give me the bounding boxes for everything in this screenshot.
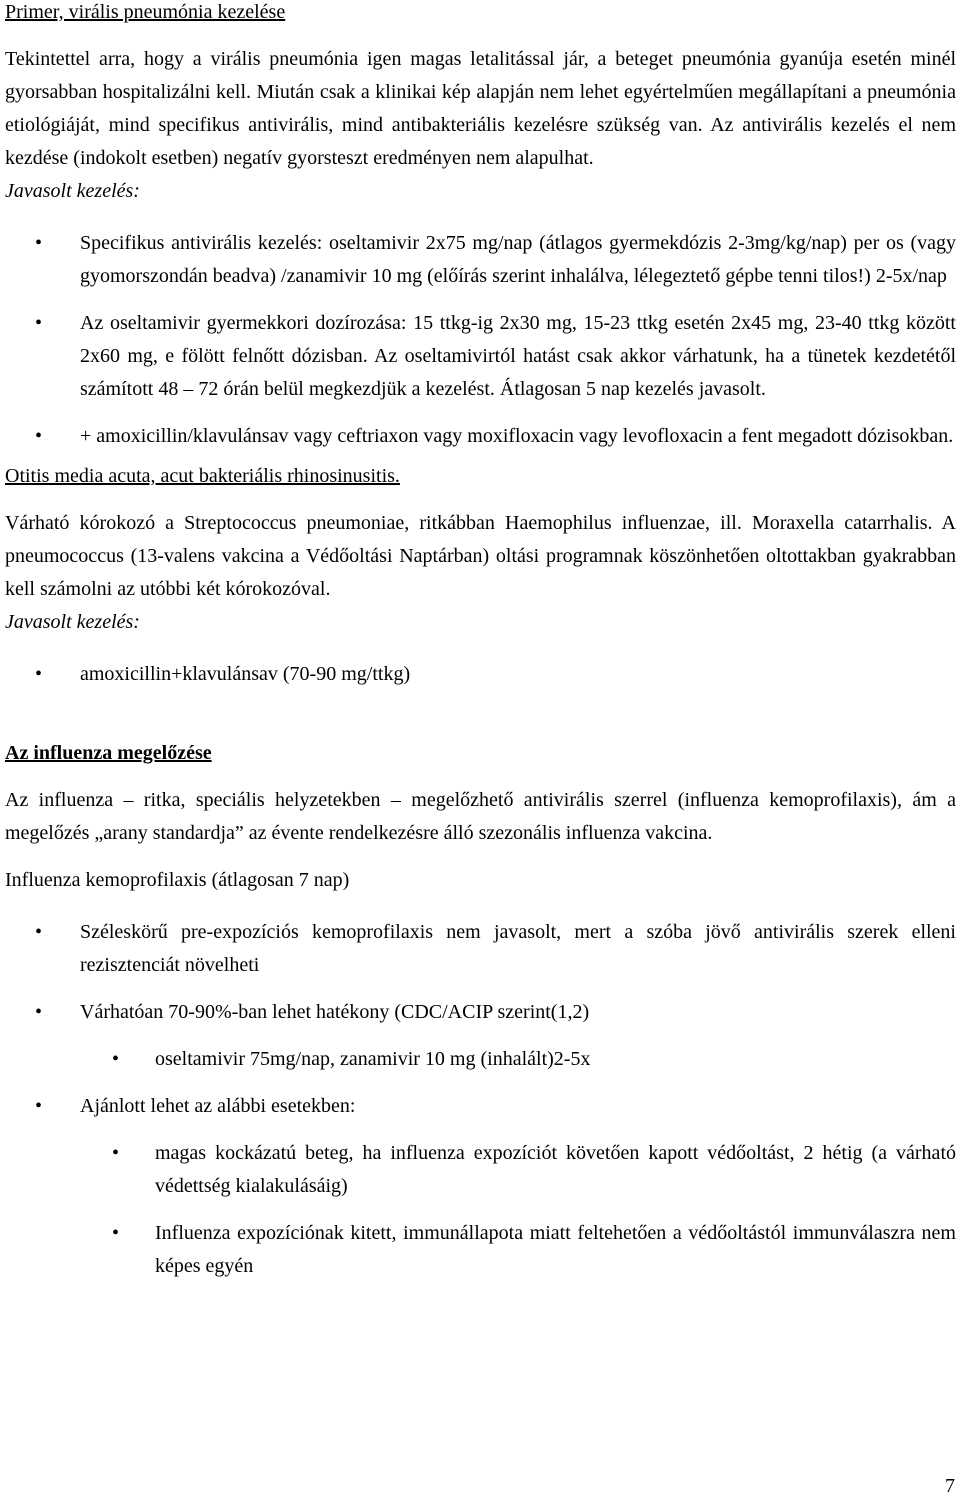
recommended-treatment-label: Javasolt kezelés:: [5, 611, 140, 633]
section-title-influenza-prevention: Az influenza megelőzése: [5, 742, 212, 764]
chemoprophylaxis-sublist: [5, 1043, 956, 1076]
recommended-cases-list: [5, 1137, 956, 1283]
list-item: • Influenza expozíciónak kitett, immunállapota miatt feltehetően a védőoltástól immunválaszra nem képes egyén: [5, 1217, 956, 1283]
list-item: • Ajánlott lehet az alábbi esetekben:: [5, 1090, 956, 1123]
chemoprophylaxis-list: [5, 916, 956, 1029]
list-item: • Várhatóan 70-90%-ban lehet hatékony (CDC/ACIP szerint(1,2): [5, 996, 956, 1029]
list-item: • oseltamivir 75mg/nap, zanamivir 10 mg (inhalált)2-5x: [5, 1043, 956, 1076]
page-number: 7: [945, 1475, 955, 1497]
chemoprophylaxis-list-cont: [5, 1090, 956, 1123]
list-item: • Specifikus antivirális kezelés: oseltamivir 2x75 mg/nap (átlagos gyermekdózis 2-3mg/kg/nap) per os (vagy gyomorszondán beadva) /zanamivir 10 mg (előírás szerint inhalálva, lélegeztető gépbe tenni tilos!) 2-5x/nap: [5, 227, 956, 293]
otitis-body: Várható kórokozó a Streptococcus pneumoniae, ritkábban Haemophilus influenzae, ill. Moraxella catarrhalis. A pneumococcus (13-valens vakcina a Védőoltási Naptárban) oltási programnak köszönhetően oltottakban gyakrabban kell számolni az utóbbi két kórokozóval.: [5, 512, 956, 600]
document-page: [5, 0, 956, 1283]
section-title-otitis: Otitis media acuta, acut bakteriális rhinosinusitis.: [5, 465, 400, 487]
list-item: • + amoxicillin/klavulánsav vagy ceftriaxon vagy moxifloxacin vagy levofloxacin a fent megadott dózisokban.: [5, 420, 956, 453]
list-item: • Széleskörű pre-expozíciós kemoprofilaxis nem javasolt, mert a szóba jövő antivirális szerek elleni rezisztenciát növelheti: [5, 916, 956, 982]
viral-pneumonia-intro: Tekintettel arra, hogy a virális pneumónia igen magas letalitással jár, a beteget pneumónia gyanúja esetén minél gyorsabban hospitalizálni kell. Miután csak a klinikai kép alapján nem lehet egyértelműen megállapítani a pneumónia etiológiáját, mind specifikus antivirális, mind antibakteriális kezelésre szükség van. Az antivirális kezelés el nem kezdése (indokolt esetben) negatív gyorsteszt eredményen nem alapulhat.: [5, 48, 956, 169]
chemoprophylaxis-subheading: Influenza kemoprofilaxis (átlagosan 7 nap): [5, 869, 350, 891]
influenza-prevention-intro: Az influenza – ritka, speciális helyzetekben – megelőzhető antivirális szerrel (influenza kemoprofilaxis), ám a megelőzés „arany standardja” az évente rendelkezésre álló szezonális influenza vakcina.: [5, 789, 956, 844]
otitis-treatment-list: [5, 658, 956, 691]
viral-pneumonia-treatment-list: [5, 227, 956, 453]
section-title-viral-pneumonia: Primer, virális pneumónia kezelése: [5, 1, 286, 23]
list-item: • Az oseltamivir gyermekkori dozírozása: 15 ttkg-ig 2x30 mg, 15-23 ttkg esetén 2x45 mg, 23-40 ttkg között 2x60 mg, e fölött felnőtt dózisban. Az oseltamivirtól hatást csak akkor várhatunk, ha a tünetek kezdetétől számított 48 – 72 órán belül megkezdjük a kezelést. Átlagosan 5 nap kezelés javasolt.: [5, 307, 956, 406]
recommended-treatment-label: Javasolt kezelés:: [5, 180, 140, 202]
list-item: • magas kockázatú beteg, ha influenza expozíciót követően kapott védőoltást, 2 hétig (a várható védettség kialakulásáig): [5, 1137, 956, 1203]
list-item: • amoxicillin+klavulánsav (70-90 mg/ttkg): [5, 658, 956, 691]
